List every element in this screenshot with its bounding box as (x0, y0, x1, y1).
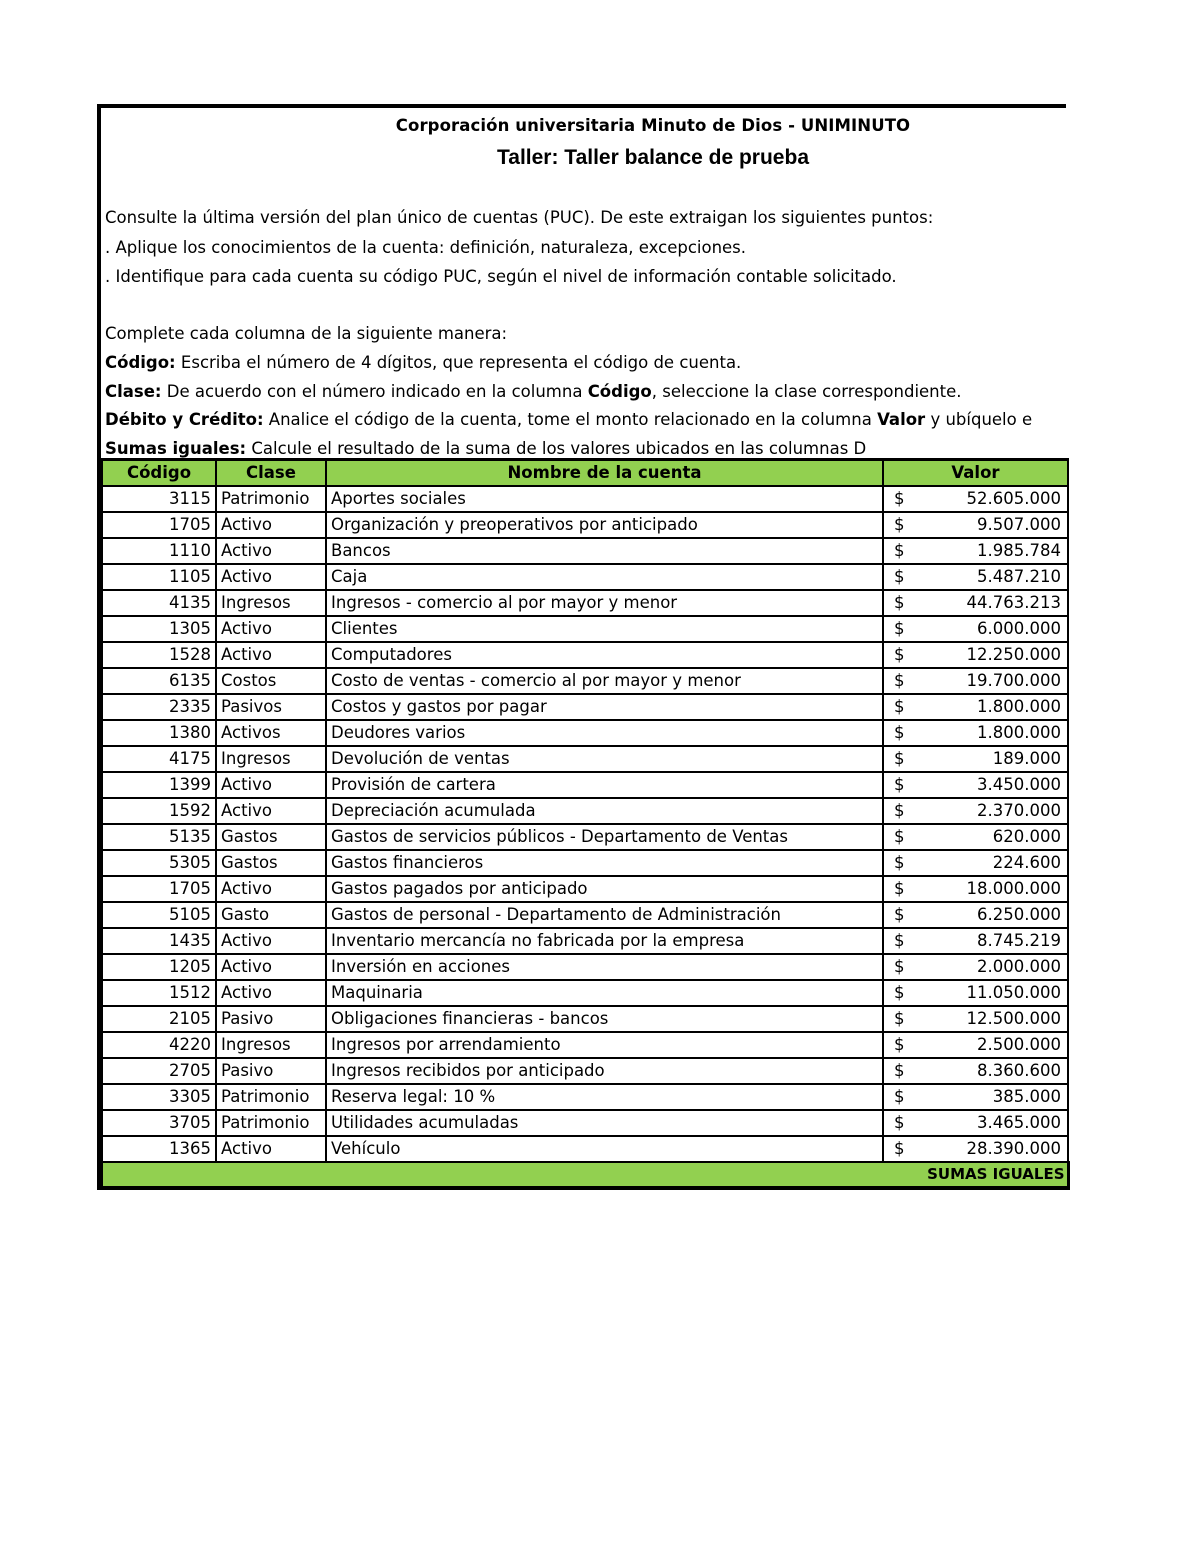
cell-valor[interactable] (883, 590, 1068, 616)
cell-clase[interactable]: Activo (216, 564, 326, 590)
amount: 19.700.000 (966, 671, 1061, 690)
cell-clase[interactable]: Activo (216, 772, 326, 798)
cell-codigo[interactable]: 4175 (102, 746, 216, 772)
cell-valor[interactable] (883, 902, 1068, 928)
column-header-codigo: Código (102, 460, 216, 486)
clase-text-2: , seleccione la clase correspondiente. (651, 382, 962, 401)
table-header-row (102, 460, 1068, 486)
cell-valor[interactable] (883, 824, 1068, 850)
cell-codigo[interactable]: 1528 (102, 642, 216, 668)
debito-text-2: y ubíquelo e (925, 410, 1033, 429)
cell-clase[interactable]: Activo (216, 642, 326, 668)
cell-clase[interactable]: Gasto (216, 902, 326, 928)
instruction-clase (105, 382, 1065, 401)
cell-valor[interactable] (883, 616, 1068, 642)
table-row (102, 564, 1068, 590)
currency-symbol: $ (894, 775, 905, 794)
cell-nombre[interactable]: Depreciación acumulada (326, 798, 883, 824)
cell-valor[interactable] (883, 538, 1068, 564)
amount: 12.250.000 (966, 645, 1061, 664)
cell-clase[interactable]: Gastos (216, 850, 326, 876)
cell-clase[interactable]: Costos (216, 668, 326, 694)
cell-valor[interactable] (883, 980, 1068, 1006)
currency-symbol: $ (894, 983, 905, 1002)
table-row (102, 980, 1068, 1006)
cell-valor[interactable] (883, 668, 1068, 694)
currency-symbol: $ (894, 879, 905, 898)
cell-clase[interactable]: Activo (216, 980, 326, 1006)
instruction-line-2: . Aplique los conocimientos de la cuenta: definición, naturaleza, excepciones. (105, 238, 747, 257)
amount: 44.763.213 (966, 593, 1061, 612)
table-row (102, 798, 1068, 824)
cell-valor[interactable] (883, 694, 1068, 720)
currency-symbol: $ (894, 1087, 905, 1106)
sumas-iguales-row (102, 1162, 1068, 1188)
cell-codigo[interactable]: 1399 (102, 772, 216, 798)
cell-clase[interactable]: Pasivo (216, 1006, 326, 1032)
table-row (102, 902, 1068, 928)
cell-codigo[interactable]: 3115 (102, 486, 216, 512)
currency-symbol: $ (894, 723, 905, 742)
cell-clase[interactable]: Activo (216, 616, 326, 642)
clase-label: Clase: (105, 382, 162, 401)
cell-codigo[interactable]: 5305 (102, 850, 216, 876)
table-row (102, 1058, 1068, 1084)
table-row (102, 720, 1068, 746)
cell-nombre[interactable]: Provisión de cartera (326, 772, 883, 798)
cell-valor[interactable] (883, 928, 1068, 954)
currency-symbol: $ (894, 515, 905, 534)
amount: 189.000 (992, 749, 1061, 768)
cell-clase[interactable]: Ingresos (216, 746, 326, 772)
cell-clase[interactable]: Gastos (216, 824, 326, 850)
cell-valor[interactable] (883, 512, 1068, 538)
cell-nombre[interactable]: Maquinaria (326, 980, 883, 1006)
clase-text-1: De acuerdo con el número indicado en la columna (161, 382, 588, 401)
table-row (102, 616, 1068, 642)
amount: 11.050.000 (966, 983, 1061, 1002)
cell-valor[interactable] (883, 642, 1068, 668)
amount: 224.600 (992, 853, 1061, 872)
cell-clase[interactable]: Activo (216, 1136, 326, 1162)
cell-nombre[interactable]: Caja (326, 564, 883, 590)
table-row (102, 512, 1068, 538)
cell-clase[interactable]: Activo (216, 954, 326, 980)
cell-codigo[interactable]: 1435 (102, 928, 216, 954)
cell-codigo[interactable]: 1205 (102, 954, 216, 980)
debito-bold: Valor (877, 410, 926, 429)
currency-symbol: $ (894, 905, 905, 924)
cell-valor[interactable] (883, 1032, 1068, 1058)
currency-symbol: $ (894, 489, 905, 508)
cell-nombre[interactable]: Inventario mercancía no fabricada por la empresa (326, 928, 883, 954)
amount: 9.507.000 (977, 515, 1061, 534)
cell-nombre[interactable]: Organización y preoperativos por anticipado (326, 512, 883, 538)
table-row (102, 850, 1068, 876)
cell-clase[interactable]: Patrimonio (216, 1084, 326, 1110)
column-header-clase: Clase (216, 460, 326, 486)
table-row (102, 746, 1068, 772)
currency-symbol: $ (894, 749, 905, 768)
amount: 6.250.000 (977, 905, 1061, 924)
amount: 5.487.210 (977, 567, 1061, 586)
amount: 52.605.000 (966, 489, 1061, 508)
codigo-text: Escriba el número de 4 dígitos, que representa el código de cuenta. (175, 353, 742, 372)
cell-clase[interactable]: Ingresos (216, 590, 326, 616)
amount: 2.370.000 (977, 801, 1061, 820)
table-row (102, 538, 1068, 564)
table-row (102, 824, 1068, 850)
cell-clase[interactable]: Pasivos (216, 694, 326, 720)
amount: 620.000 (992, 827, 1061, 846)
cell-nombre[interactable]: Gastos de personal - Departamento de Administración (326, 902, 883, 928)
cell-codigo[interactable]: 5135 (102, 824, 216, 850)
table-row (102, 1110, 1068, 1136)
cell-codigo[interactable]: 1705 (102, 512, 216, 538)
table-row (102, 694, 1068, 720)
cell-valor[interactable] (883, 720, 1068, 746)
currency-symbol: $ (894, 671, 905, 690)
amount: 1.985.784 (977, 541, 1061, 560)
currency-symbol: $ (894, 1113, 905, 1132)
cell-nombre[interactable]: Aportes sociales (326, 486, 883, 512)
currency-symbol: $ (894, 827, 905, 846)
currency-symbol: $ (894, 645, 905, 664)
currency-symbol: $ (894, 567, 905, 586)
cell-clase[interactable]: Activo (216, 876, 326, 902)
cell-valor[interactable] (883, 850, 1068, 876)
amount: 3.450.000 (977, 775, 1061, 794)
cell-valor[interactable] (883, 1006, 1068, 1032)
cell-codigo[interactable]: 5105 (102, 902, 216, 928)
table-row (102, 1006, 1068, 1032)
currency-symbol: $ (894, 853, 905, 872)
instruction-line-3: . Identifique para cada cuenta su código PUC, según el nivel de información contable solicitado. (105, 267, 897, 286)
sumas-label: Sumas iguales: (105, 439, 247, 458)
table-row (102, 954, 1068, 980)
instruction-codigo (105, 353, 1065, 372)
currency-symbol: $ (894, 697, 905, 716)
table-row (102, 1032, 1068, 1058)
cell-clase[interactable]: Activos (216, 720, 326, 746)
cell-clase[interactable]: Activo (216, 538, 326, 564)
cell-valor[interactable] (883, 954, 1068, 980)
instruction-debito (105, 410, 1065, 429)
cell-valor[interactable] (883, 876, 1068, 902)
cell-nombre[interactable]: Inversión en acciones (326, 954, 883, 980)
table-row (102, 642, 1068, 668)
amount: 8.360.600 (977, 1061, 1061, 1080)
cell-valor[interactable] (883, 772, 1068, 798)
cell-codigo[interactable]: 6135 (102, 668, 216, 694)
currency-symbol: $ (894, 593, 905, 612)
cell-nombre[interactable]: Gastos pagados por anticipado (326, 876, 883, 902)
cell-valor[interactable] (883, 564, 1068, 590)
cell-nombre[interactable]: Reserva legal: 10 % (326, 1084, 883, 1110)
amount: 2.000.000 (977, 957, 1061, 976)
cell-valor[interactable] (883, 486, 1068, 512)
sumas-iguales-label: SUMAS IGUALES (102, 1162, 1068, 1188)
cell-codigo[interactable]: 1705 (102, 876, 216, 902)
cell-codigo[interactable]: 3705 (102, 1110, 216, 1136)
page-title: Taller: Taller balance de prueba (497, 146, 809, 169)
amount: 18.000.000 (966, 879, 1061, 898)
cell-valor[interactable] (883, 1058, 1068, 1084)
cell-codigo[interactable]: 2105 (102, 1006, 216, 1032)
organization-name: Corporación universitaria Minuto de Dios - UNIMINUTO (395, 116, 911, 135)
amount: 12.500.000 (966, 1009, 1061, 1028)
cell-valor[interactable] (883, 798, 1068, 824)
codigo-label: Código: (105, 353, 176, 372)
currency-symbol: $ (894, 1139, 905, 1158)
clase-bold: Código (587, 382, 652, 401)
amount: 28.390.000 (966, 1139, 1061, 1158)
cell-valor[interactable] (883, 746, 1068, 772)
cell-nombre[interactable]: Devolución de ventas (326, 746, 883, 772)
cell-nombre[interactable]: Costo de ventas - comercio al por mayor y menor (326, 668, 883, 694)
column-header-nombre: Nombre de la cuenta (326, 460, 883, 486)
cell-codigo[interactable]: 4135 (102, 590, 216, 616)
cell-codigo[interactable]: 1305 (102, 616, 216, 642)
cell-codigo[interactable]: 2705 (102, 1058, 216, 1084)
instruction-sumas (105, 439, 881, 458)
cell-clase[interactable]: Patrimonio (216, 486, 326, 512)
amount: 1.800.000 (977, 697, 1061, 716)
amount: 6.000.000 (977, 619, 1061, 638)
currency-symbol: $ (894, 1009, 905, 1028)
cell-codigo[interactable]: 1105 (102, 564, 216, 590)
currency-symbol: $ (894, 619, 905, 638)
ledger-table (101, 458, 1070, 1190)
cell-clase[interactable]: Ingresos (216, 1032, 326, 1058)
amount: 2.500.000 (977, 1035, 1061, 1054)
currency-symbol: $ (894, 931, 905, 950)
cell-nombre[interactable]: Clientes (326, 616, 883, 642)
table-row (102, 590, 1068, 616)
column-header-valor: Valor (883, 460, 1068, 486)
cell-nombre[interactable]: Utilidades acumuladas (326, 1110, 883, 1136)
debito-text-1: Analice el código de la cuenta, tome el monto relacionado en la columna (263, 410, 878, 429)
cell-nombre[interactable]: Computadores (326, 642, 883, 668)
cell-codigo[interactable]: 1592 (102, 798, 216, 824)
sumas-text: Calcule el resultado de la suma de los valores ubicados en las columnas D (246, 439, 867, 458)
cell-codigo[interactable]: 4220 (102, 1032, 216, 1058)
cell-codigo[interactable]: 2335 (102, 694, 216, 720)
table-row (102, 486, 1068, 512)
cell-codigo[interactable]: 1380 (102, 720, 216, 746)
cell-clase[interactable]: Pasivo (216, 1058, 326, 1084)
cell-nombre[interactable]: Bancos (326, 538, 883, 564)
currency-symbol: $ (894, 1035, 905, 1054)
cell-clase[interactable]: Patrimonio (216, 1110, 326, 1136)
amount: 385.000 (992, 1087, 1061, 1106)
cell-valor[interactable] (883, 1084, 1068, 1110)
cell-nombre[interactable]: Ingresos - comercio al por mayor y menor (326, 590, 883, 616)
table-row (102, 772, 1068, 798)
debito-label: Débito y Crédito: (105, 410, 264, 429)
cell-codigo[interactable]: 1110 (102, 538, 216, 564)
cell-nombre[interactable]: Ingresos por arrendamiento (326, 1032, 883, 1058)
cell-nombre[interactable]: Gastos de servicios públicos - Departamento de Ventas (326, 824, 883, 850)
table-row (102, 1136, 1068, 1162)
sheet-header (101, 108, 1066, 458)
cell-nombre[interactable]: Costos y gastos por pagar (326, 694, 883, 720)
cell-nombre[interactable]: Ingresos recibidos por anticipado (326, 1058, 883, 1084)
table-row (102, 1084, 1068, 1110)
cell-codigo[interactable]: 1512 (102, 980, 216, 1006)
cell-valor[interactable] (883, 1110, 1068, 1136)
cell-valor[interactable] (883, 1136, 1068, 1162)
cell-nombre[interactable]: Gastos financieros (326, 850, 883, 876)
currency-symbol: $ (894, 1061, 905, 1080)
cell-nombre[interactable]: Deudores varios (326, 720, 883, 746)
table-row (102, 928, 1068, 954)
spreadsheet (97, 104, 1066, 1190)
amount: 8.745.219 (977, 931, 1061, 950)
cell-nombre[interactable]: Obligaciones financieras - bancos (326, 1006, 883, 1032)
table-row (102, 876, 1068, 902)
cell-codigo[interactable]: 1365 (102, 1136, 216, 1162)
amount: 1.800.000 (977, 723, 1061, 742)
cell-clase[interactable]: Activo (216, 512, 326, 538)
currency-symbol: $ (894, 541, 905, 560)
cell-nombre[interactable]: Vehículo (326, 1136, 883, 1162)
cell-clase[interactable]: Activo (216, 798, 326, 824)
instruction-line-4: Complete cada columna de la siguiente manera: (105, 324, 508, 343)
currency-symbol: $ (894, 801, 905, 820)
table-row (102, 668, 1068, 694)
currency-symbol: $ (894, 957, 905, 976)
cell-codigo[interactable]: 3305 (102, 1084, 216, 1110)
instruction-line-1: Consulte la última versión del plan único de cuentas (PUC). De este extraigan los siguientes puntos: (105, 208, 934, 227)
cell-clase[interactable]: Activo (216, 928, 326, 954)
amount: 3.465.000 (977, 1113, 1061, 1132)
